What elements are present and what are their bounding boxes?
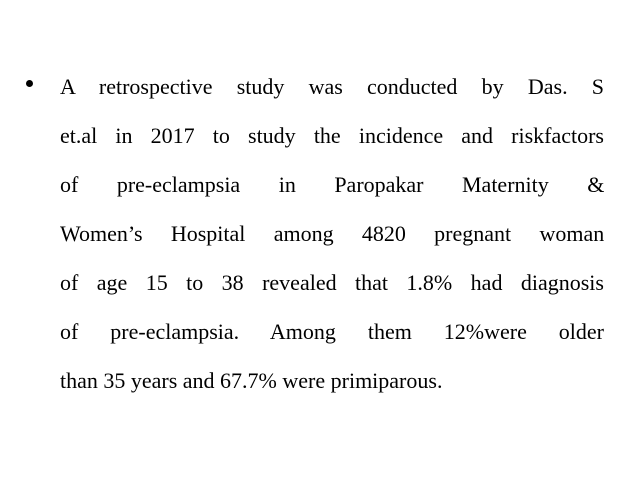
bullet-dot-icon	[26, 80, 33, 87]
bullet-text-line-6: of pre-eclampsia. Among them 12%were older	[60, 319, 604, 344]
bullet-list	[24, 62, 604, 405]
bullet-text-line-7: than 35 years and 67.7% were primiparous.	[60, 368, 443, 393]
bullet-text-line-5: of age 15 to 38 revealed that 1.8% had diagnosis	[60, 270, 604, 295]
bullet-text-line-3: of pre-eclampsia in Paropakar Maternity &	[60, 172, 605, 197]
bullet-text-line-2: et.al in 2017 to study the incidence and riskfactors	[60, 123, 604, 148]
bullet-text-line-1: A retrospective study was conducted by Das. S	[60, 74, 605, 99]
bullet-text-line-4: Women’s Hospital among 4820 pregnant woman	[60, 221, 605, 246]
bullet-item	[24, 62, 604, 405]
